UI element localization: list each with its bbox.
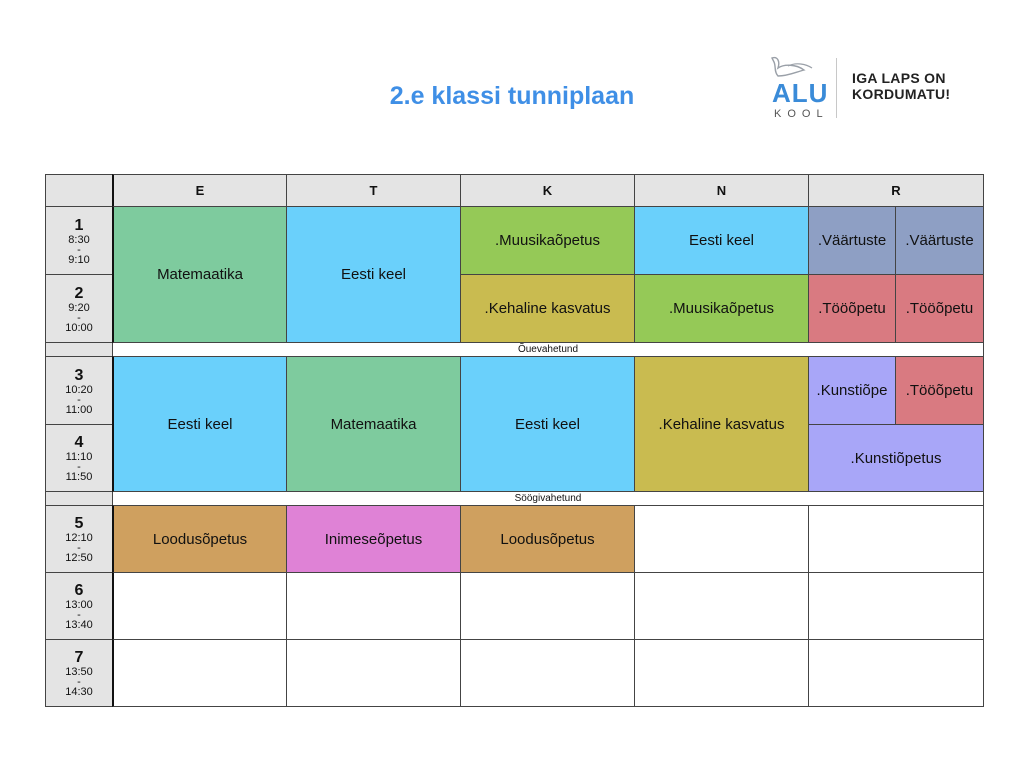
break-side-1 — [45, 342, 113, 357]
lesson-mon-5[interactable]: Loodusõpetus — [112, 505, 287, 573]
period-end: 9:10 — [68, 253, 90, 266]
lesson-fri-1b[interactable]: .Väärtuste — [895, 206, 984, 275]
empty-cell[interactable] — [808, 572, 984, 640]
lesson-thu-2[interactable]: .Muusikaõpetus — [634, 274, 809, 343]
lesson-fri-3a[interactable]: .Kunstiõpe — [808, 356, 896, 425]
break-label-2: Söögivahetund — [112, 491, 984, 506]
lesson-tue-1-2[interactable]: Eesti keel — [286, 206, 461, 343]
lesson-fri-4[interactable]: .Kunstiõpetus — [808, 424, 984, 492]
period-number: 4 — [74, 434, 84, 451]
day-header-thu: N — [634, 174, 809, 207]
period-1 — [45, 206, 113, 275]
lesson-mon-1-2[interactable]: Matemaatika — [112, 206, 287, 343]
logo-sub: KOOL — [774, 108, 829, 120]
period-6 — [45, 572, 113, 640]
period-2 — [45, 274, 113, 343]
empty-cell[interactable] — [112, 572, 287, 640]
logo-divider — [836, 58, 837, 118]
empty-cell[interactable] — [286, 639, 461, 707]
period-start: 8:30 — [68, 233, 90, 246]
period-number: 2 — [74, 284, 84, 302]
empty-cell[interactable] — [112, 639, 287, 707]
lesson-wed-2[interactable]: .Kehaline kasvatus — [460, 274, 635, 343]
period-number: 1 — [74, 216, 84, 234]
empty-cell[interactable] — [808, 505, 984, 573]
period-sep: - — [77, 243, 81, 256]
period-sep: - — [77, 461, 81, 473]
lesson-thu-3-4[interactable]: .Kehaline kasvatus — [634, 356, 809, 492]
period-number: 5 — [74, 515, 84, 532]
motto-line-1: IGA LAPS ON — [852, 70, 946, 86]
lesson-wed-1[interactable]: .Muusikaõpetus — [460, 206, 635, 275]
day-header-tue: T — [286, 174, 461, 207]
lesson-tue-5[interactable]: Inimeseõpetus — [286, 505, 461, 573]
lesson-wed-5[interactable]: Loodusõpetus — [460, 505, 635, 573]
empty-cell[interactable] — [634, 572, 809, 640]
day-header-wed: K — [460, 174, 635, 207]
day-header-fri: R — [808, 174, 984, 207]
lesson-thu-1[interactable]: Eesti keel — [634, 206, 809, 275]
period-5 — [45, 505, 113, 573]
lesson-mon-3-4[interactable]: Eesti keel — [112, 356, 287, 492]
empty-cell[interactable] — [634, 639, 809, 707]
period-3 — [45, 356, 113, 425]
period-start: 13:50 — [65, 666, 93, 678]
lesson-tue-3-4[interactable]: Matemaatika — [286, 356, 461, 492]
break-label-1: Õuevahetund — [112, 342, 984, 357]
period-7 — [45, 639, 113, 707]
day-header-mon: E — [112, 174, 287, 207]
page-title: 2.e klassi tunniplaan — [389, 82, 635, 110]
empty-cell[interactable] — [286, 572, 461, 640]
period-start: 10:20 — [65, 383, 93, 396]
period-number: 7 — [74, 649, 84, 666]
empty-cell[interactable] — [460, 572, 635, 640]
period-end: 10:00 — [65, 321, 93, 334]
period-start: 12:10 — [65, 532, 93, 544]
period-end: 12:50 — [65, 552, 93, 564]
period-sep: - — [77, 311, 81, 324]
lesson-fri-2b[interactable]: .Tööõpetu — [895, 274, 984, 343]
empty-cell[interactable] — [460, 639, 635, 707]
lesson-fri-3b[interactable]: .Tööõpetu — [895, 356, 984, 425]
period-start: 11:10 — [65, 451, 93, 463]
period-sep: - — [77, 676, 81, 688]
timetable — [45, 174, 984, 707]
period-number: 6 — [74, 582, 84, 599]
lesson-wed-3-4[interactable]: Eesti keel — [460, 356, 635, 492]
school-logo — [760, 52, 960, 124]
period-sep: - — [77, 609, 81, 621]
lesson-fri-1a[interactable]: .Väärtuste — [808, 206, 896, 275]
lesson-fri-2a[interactable]: .Tööõpetu — [808, 274, 896, 343]
logo-motto — [852, 70, 950, 102]
empty-cell[interactable] — [808, 639, 984, 707]
period-end: 13:40 — [65, 619, 93, 631]
break-side-2 — [45, 491, 113, 506]
period-start: 9:20 — [68, 301, 90, 314]
period-sep: - — [77, 393, 81, 406]
period-end: 14:30 — [65, 686, 93, 698]
period-sep: - — [77, 542, 81, 554]
period-4 — [45, 424, 113, 492]
period-number: 3 — [74, 366, 84, 384]
logo-brand: ALU — [772, 78, 829, 108]
period-end: 11:00 — [65, 403, 93, 416]
motto-line-2: KORDUMATU! — [852, 86, 951, 102]
empty-cell[interactable] — [634, 505, 809, 573]
corner-cell — [45, 174, 113, 207]
period-end: 11:50 — [65, 471, 93, 483]
period-start: 13:00 — [65, 599, 93, 611]
